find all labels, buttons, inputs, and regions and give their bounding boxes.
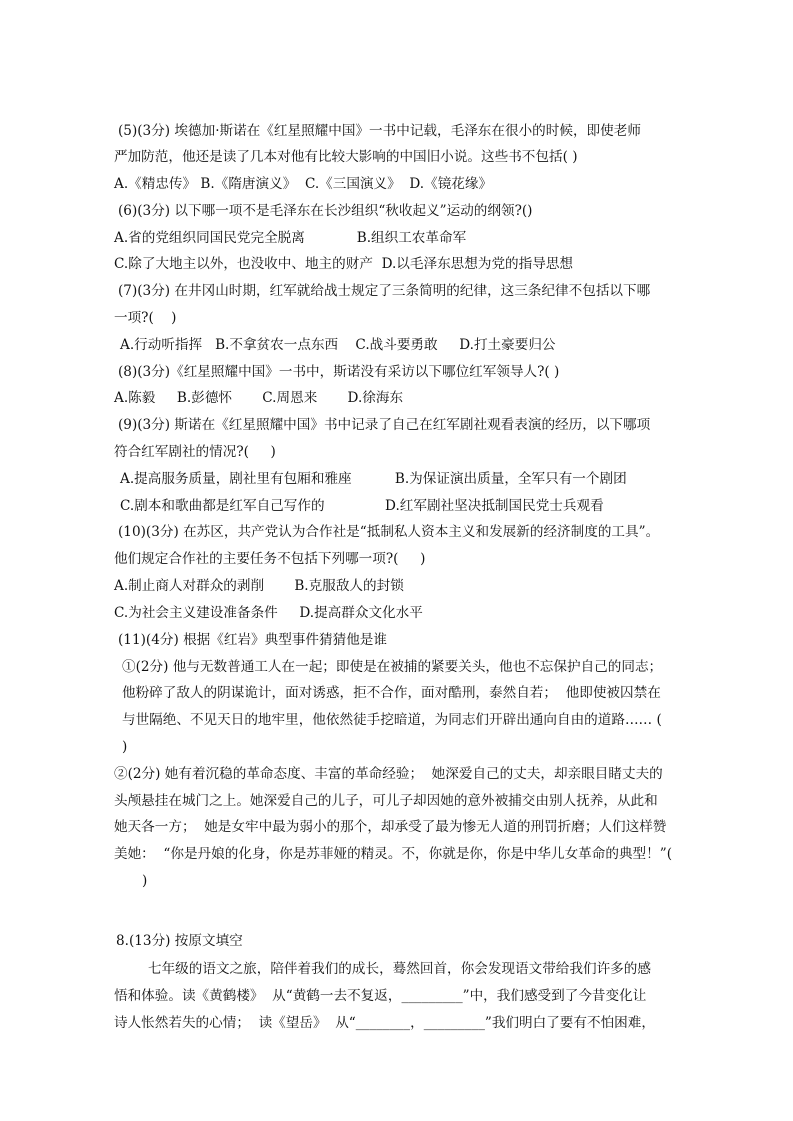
q7-options: A.行动听指挥 B.不拿贫农一点东西 C.战斗要勇敢 D.打土豪要归公	[120, 337, 556, 353]
fill-line3: 诗人怅然若失的心情； 读《望岳》 从“________，_________”我们明白了要有不怕困难，	[114, 1015, 655, 1031]
q11-p2-line3: 她天各一方； 她是女牢中最为弱小的那个，却承受了最为惨无人道的刑罚折磨；人们这样赞	[114, 819, 667, 835]
q10-stem-line2: 他们规定合作社的主要任务不包括下列哪一项?( )	[114, 551, 426, 567]
q5-stem-line1: (5)(3分) 埃德加·斯诺在《红星照耀中国》一书中记载，毛泽东在很小的时候，即使老师	[118, 123, 641, 139]
q7-stem-line1: (7)(3分) 在井冈山时期，红军就给战士规定了三条简明的纪律，这三条纪律不包括以下哪	[118, 283, 651, 299]
q11-p2-line1: ②(2分) 她有着沉稳的革命态度、丰富的革命经验； 她深爱自己的丈夫，却亲眼目睹丈夫的	[114, 766, 663, 782]
q11-p2-line5: )	[142, 873, 148, 889]
q6-options-cd: C.除了大地主以外，也没收中、地主的财产 D.以毛泽东思想为党的指导思想	[114, 256, 574, 272]
q11-p2-line4: 美她： “你是丹娘的化身，你是苏菲娅的精灵。不，你就是你，你是中华儿女革命的典型！”(	[114, 846, 672, 862]
q11-p1-line2: 他粉碎了敌人的阴谋诡计，面对诱惑，拒不合作，面对酷刑，泰然自若； 他即使被囚禁在	[122, 685, 661, 701]
q5-stem-line2: 严加防范，他还是读了几本对他有比较大影响的中国旧小说。这些书不包括( )	[114, 149, 578, 165]
q11-p1-line3: 与世隔绝、不见天日的地牢里，他依然徒手挖暗道，为同志们开辟出通向自由的道路…… (	[122, 712, 662, 728]
q9-stem-line2: 符合红军剧社的情况?( )	[114, 444, 276, 460]
q11-p1-line1: ①(2分) 他与无数普通工人在一起；即使是在被捕的紧要关头，他也不忘保护自己的同志；	[122, 659, 663, 675]
q8-options: A.陈毅 B.彭德怀 C.周恩来 D.徐海东	[114, 390, 404, 406]
q5-options: A.《精忠传》 B.《隋唐演义》 C.《三国演义》 D.《镜花缘》	[114, 176, 493, 192]
q10-options-cd: C.为社会主义建设准备条件 D.提高群众文化水平	[114, 605, 423, 621]
q9-options-ab: A.提高服务质量，剧社里有包厢和雅座 B.为保证演出质量，全军只有一个剧团	[120, 471, 627, 487]
fill-line2: 悟和体验。读《黄鹤楼》 从“黄鹤一去不复返，_________”中，我们感受到了今昔变化让	[114, 988, 647, 1004]
q9-options-cd: C.剧本和歌曲都是红军自己写作的 D.红军剧社坚决抵制国民党士兵观看	[120, 498, 604, 514]
q10-stem-line1: (10)(3分) 在苏区，共产党认为合作社是“抵制私人资本主义和发展新的经济制度的工具”。	[118, 524, 660, 540]
q10-options-ab: A.制止商人对群众的剥削 B.克服敌人的封锁	[114, 578, 404, 594]
q9-stem-line1: (9)(3分) 斯诺在《红星照耀中国》书中记录了自己在红军剧社观看表演的经历，以下哪项	[118, 417, 651, 433]
q8-stem: (8)(3分)《红星照耀中国》一书中，斯诺没有采访以下哪位红军领导人?( )	[118, 364, 560, 380]
q7-stem-line2: 一项?( )	[114, 310, 177, 326]
q6-stem: (6)(3分) 以下哪一项不是毛泽东在长沙组织“秋收起义”运动的纲领?()	[118, 203, 533, 219]
fill-line1: 七年级的语文之旅，陪伴着我们的成长，蓦然回首，你会发现语文带给我们许多的感	[148, 961, 651, 977]
q6-options-ab: A.省的党组织同国民党完全脱离 B.组织工农革命军	[114, 230, 467, 246]
q11-stem: (11)(4分) 根据《红岩》典型事件猜猜他是谁	[118, 632, 387, 648]
fill-title: 8.(13分) 按原文填空	[116, 933, 243, 949]
q11-p2-line2: 头颅悬挂在城门之上。她深爱自己的儿子，可儿子却因她的意外被捕交由别人抚养，从此和	[114, 793, 658, 809]
q11-p1-line4: )	[122, 739, 128, 755]
